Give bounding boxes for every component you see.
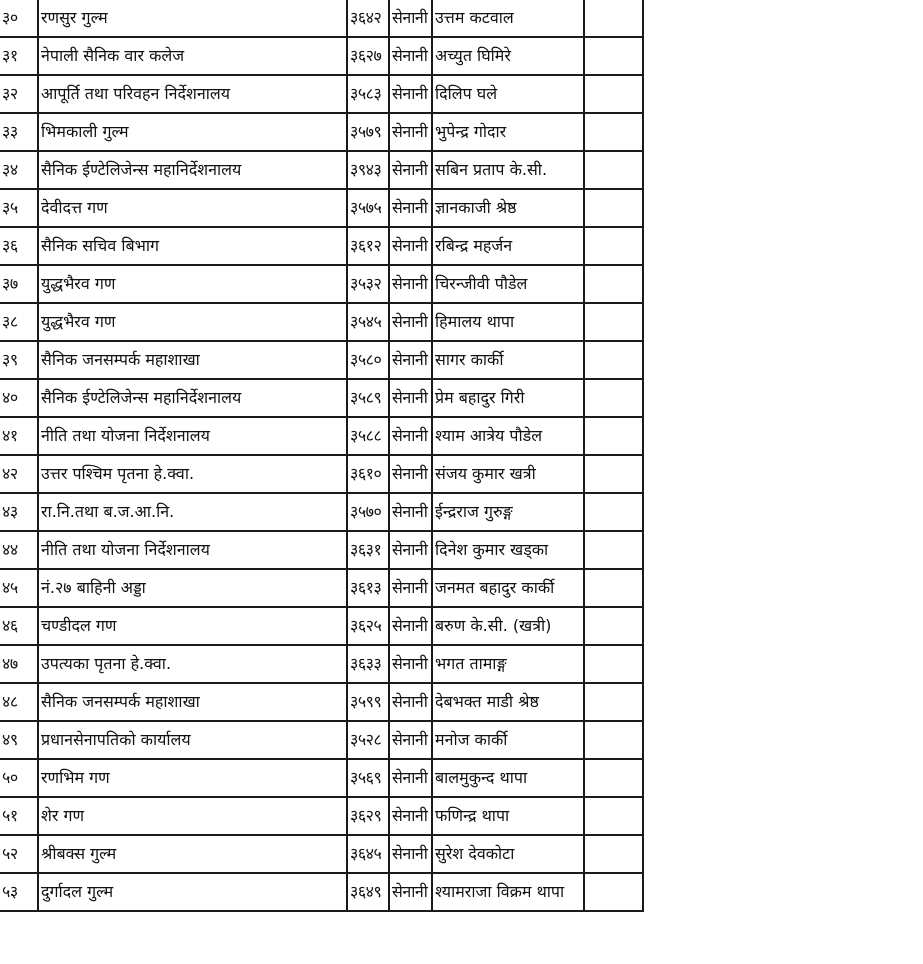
table-row bbox=[0, 721, 643, 759]
table-row bbox=[0, 493, 643, 531]
table-row bbox=[0, 607, 643, 645]
serial-number-cell: ३६ bbox=[0, 227, 38, 265]
serial-number-cell: ४९ bbox=[0, 721, 38, 759]
officer-name-cell: बालमुकुन्द थापा bbox=[432, 759, 584, 797]
officer-name-cell: मनोज कार्की bbox=[432, 721, 584, 759]
remarks-cell bbox=[584, 569, 643, 607]
serial-number-cell: ४८ bbox=[0, 683, 38, 721]
unit-cell: सैनिक जनसम्पर्क महाशाखा bbox=[38, 341, 347, 379]
rank-cell: सेनानी bbox=[389, 417, 432, 455]
unit-cell: युद्धभैरव गण bbox=[38, 265, 347, 303]
officer-name-cell: दिलिप घले bbox=[432, 75, 584, 113]
serial-number-cell: ३० bbox=[0, 0, 38, 37]
remarks-cell bbox=[584, 683, 643, 721]
unit-cell: शेर गण bbox=[38, 797, 347, 835]
personal-number-cell: ३५७० bbox=[347, 493, 389, 531]
rank-cell: सेनानी bbox=[389, 75, 432, 113]
rank-cell: सेनानी bbox=[389, 607, 432, 645]
personal-number-cell: ३५८३ bbox=[347, 75, 389, 113]
personal-number-cell: ३६२५ bbox=[347, 607, 389, 645]
personal-number-cell: ३५७५ bbox=[347, 189, 389, 227]
table-row bbox=[0, 835, 643, 873]
table-row bbox=[0, 341, 643, 379]
personal-number-cell: ३५३२ bbox=[347, 265, 389, 303]
remarks-cell bbox=[584, 607, 643, 645]
rank-cell: सेनानी bbox=[389, 265, 432, 303]
serial-number-cell: ५० bbox=[0, 759, 38, 797]
table-row bbox=[0, 797, 643, 835]
personal-number-cell: ३५४५ bbox=[347, 303, 389, 341]
personal-number-cell: ३६४९ bbox=[347, 873, 389, 911]
unit-cell: देवीदत्त गण bbox=[38, 189, 347, 227]
personal-number-cell: ३५८९ bbox=[347, 379, 389, 417]
table-row bbox=[0, 189, 643, 227]
officer-name-cell: जनमत बहादुर कार्की bbox=[432, 569, 584, 607]
serial-number-cell: ३४ bbox=[0, 151, 38, 189]
personal-number-cell: ३५६९ bbox=[347, 759, 389, 797]
remarks-cell bbox=[584, 303, 643, 341]
table-row bbox=[0, 75, 643, 113]
remarks-cell bbox=[584, 835, 643, 873]
remarks-cell bbox=[584, 531, 643, 569]
serial-number-cell: ३५ bbox=[0, 189, 38, 227]
rank-cell: सेनानी bbox=[389, 683, 432, 721]
serial-number-cell: ५३ bbox=[0, 873, 38, 911]
rank-cell: सेनानी bbox=[389, 721, 432, 759]
remarks-cell bbox=[584, 797, 643, 835]
personal-number-cell: ३५८८ bbox=[347, 417, 389, 455]
unit-cell: उपत्यका पृतना हे.क्वा. bbox=[38, 645, 347, 683]
table-row bbox=[0, 683, 643, 721]
rank-cell: सेनानी bbox=[389, 227, 432, 265]
rank-cell: सेनानी bbox=[389, 151, 432, 189]
officer-name-cell: दिनेश कुमार खड्का bbox=[432, 531, 584, 569]
remarks-cell bbox=[584, 873, 643, 911]
serial-number-cell: ३८ bbox=[0, 303, 38, 341]
remarks-cell bbox=[584, 455, 643, 493]
remarks-cell bbox=[584, 721, 643, 759]
table-row bbox=[0, 0, 643, 37]
rank-cell: सेनानी bbox=[389, 759, 432, 797]
unit-cell: रणसुर गुल्म bbox=[38, 0, 347, 37]
personal-number-cell: ३९४३ bbox=[347, 151, 389, 189]
officer-name-cell: सबिन प्रताप के.सी. bbox=[432, 151, 584, 189]
table-row bbox=[0, 379, 643, 417]
serial-number-cell: ३२ bbox=[0, 75, 38, 113]
rank-cell: सेनानी bbox=[389, 37, 432, 75]
rank-cell: सेनानी bbox=[389, 303, 432, 341]
officer-name-cell: संजय कुमार खत्री bbox=[432, 455, 584, 493]
rank-cell: सेनानी bbox=[389, 569, 432, 607]
unit-cell: युद्धभैरव गण bbox=[38, 303, 347, 341]
personal-number-cell: ३५९९ bbox=[347, 683, 389, 721]
rank-cell: सेनानी bbox=[389, 189, 432, 227]
personal-number-cell: ३६४२ bbox=[347, 0, 389, 37]
serial-number-cell: ४७ bbox=[0, 645, 38, 683]
remarks-cell bbox=[584, 493, 643, 531]
table-row bbox=[0, 265, 643, 303]
personal-number-cell: ३६१३ bbox=[347, 569, 389, 607]
remarks-cell bbox=[584, 379, 643, 417]
rank-cell: सेनानी bbox=[389, 0, 432, 37]
serial-number-cell: ४४ bbox=[0, 531, 38, 569]
officer-name-cell: ज्ञानकाजी श्रेष्ठ bbox=[432, 189, 584, 227]
serial-number-cell: ३९ bbox=[0, 341, 38, 379]
unit-cell: नीति तथा योजना निर्देशनालय bbox=[38, 531, 347, 569]
serial-number-cell: ३३ bbox=[0, 113, 38, 151]
serial-number-cell: ४६ bbox=[0, 607, 38, 645]
rank-cell: सेनानी bbox=[389, 835, 432, 873]
table-row bbox=[0, 531, 643, 569]
personal-number-cell: ३५८० bbox=[347, 341, 389, 379]
rank-cell: सेनानी bbox=[389, 797, 432, 835]
personal-number-cell: ३६२९ bbox=[347, 797, 389, 835]
personal-number-cell: ३५७९ bbox=[347, 113, 389, 151]
remarks-cell bbox=[584, 0, 643, 37]
unit-cell: रा.नि.तथा ब.ज.आ.नि. bbox=[38, 493, 347, 531]
table-row bbox=[0, 151, 643, 189]
officer-name-cell: देबभक्त माडी श्रेष्ठ bbox=[432, 683, 584, 721]
remarks-cell bbox=[584, 75, 643, 113]
table-row bbox=[0, 113, 643, 151]
remarks-cell bbox=[584, 113, 643, 151]
officer-name-cell: रबिन्द्र महर्जन bbox=[432, 227, 584, 265]
serial-number-cell: ४२ bbox=[0, 455, 38, 493]
table-row bbox=[0, 455, 643, 493]
unit-cell: नं.२७ बाहिनी अड्डा bbox=[38, 569, 347, 607]
rank-cell: सेनानी bbox=[389, 341, 432, 379]
unit-cell: उत्तर पश्चिम पृतना हे.क्वा. bbox=[38, 455, 347, 493]
serial-number-cell: ३७ bbox=[0, 265, 38, 303]
table-row bbox=[0, 417, 643, 455]
rank-cell: सेनानी bbox=[389, 873, 432, 911]
table-row bbox=[0, 569, 643, 607]
personal-number-cell: ३६२७ bbox=[347, 37, 389, 75]
remarks-cell bbox=[584, 645, 643, 683]
table-row bbox=[0, 759, 643, 797]
unit-cell: दुर्गादल गुल्म bbox=[38, 873, 347, 911]
officer-name-cell: बरुण के.सी. (खत्री) bbox=[432, 607, 584, 645]
personal-number-cell: ३६३१ bbox=[347, 531, 389, 569]
remarks-cell bbox=[584, 341, 643, 379]
remarks-cell bbox=[584, 227, 643, 265]
rank-cell: सेनानी bbox=[389, 493, 432, 531]
table-row bbox=[0, 303, 643, 341]
unit-cell: सैनिक सचिव बिभाग bbox=[38, 227, 347, 265]
unit-cell: आपूर्ति तथा परिवहन निर्देशनालय bbox=[38, 75, 347, 113]
unit-cell: सैनिक ईण्टेलिजेन्स महानिर्देशनालय bbox=[38, 151, 347, 189]
officer-name-cell: उत्तम कटवाल bbox=[432, 0, 584, 37]
unit-cell: भिमकाली गुल्म bbox=[38, 113, 347, 151]
remarks-cell bbox=[584, 265, 643, 303]
serial-number-cell: ३१ bbox=[0, 37, 38, 75]
personal-number-cell: ३६१२ bbox=[347, 227, 389, 265]
remarks-cell bbox=[584, 151, 643, 189]
unit-cell: सैनिक जनसम्पर्क महाशाखा bbox=[38, 683, 347, 721]
personal-number-cell: ३६३३ bbox=[347, 645, 389, 683]
serial-number-cell: ५१ bbox=[0, 797, 38, 835]
serial-number-cell: ४५ bbox=[0, 569, 38, 607]
personal-number-cell: ३६१० bbox=[347, 455, 389, 493]
officer-name-cell: श्यामराजा विक्रम थापा bbox=[432, 873, 584, 911]
officer-name-cell: ईन्द्रराज गुरुङ्ग bbox=[432, 493, 584, 531]
table-row bbox=[0, 37, 643, 75]
rank-cell: सेनानी bbox=[389, 113, 432, 151]
officer-name-cell: प्रेम बहादुर गिरी bbox=[432, 379, 584, 417]
unit-cell: श्रीबक्स गुल्म bbox=[38, 835, 347, 873]
remarks-cell bbox=[584, 759, 643, 797]
rank-cell: सेनानी bbox=[389, 531, 432, 569]
personal-number-cell: ३५२८ bbox=[347, 721, 389, 759]
officer-name-cell: सागर कार्की bbox=[432, 341, 584, 379]
unit-cell: रणभिम गण bbox=[38, 759, 347, 797]
rank-cell: सेनानी bbox=[389, 645, 432, 683]
serial-number-cell: ४१ bbox=[0, 417, 38, 455]
officer-name-cell: सुरेश देवकोटा bbox=[432, 835, 584, 873]
remarks-cell bbox=[584, 189, 643, 227]
remarks-cell bbox=[584, 417, 643, 455]
serial-number-cell: ४० bbox=[0, 379, 38, 417]
officer-name-cell: भुपेन्द्र गोदार bbox=[432, 113, 584, 151]
personal-number-cell: ३६४५ bbox=[347, 835, 389, 873]
table-row bbox=[0, 227, 643, 265]
officer-name-cell: श्याम आत्रेय पौडेल bbox=[432, 417, 584, 455]
officer-name-cell: अच्युत घिमिरे bbox=[432, 37, 584, 75]
unit-cell: नीति तथा योजना निर्देशनालय bbox=[38, 417, 347, 455]
table-row bbox=[0, 645, 643, 683]
unit-cell: नेपाली सैनिक वार कलेज bbox=[38, 37, 347, 75]
remarks-cell bbox=[584, 37, 643, 75]
unit-cell: सैनिक ईण्टेलिजेन्स महानिर्देशनालय bbox=[38, 379, 347, 417]
officer-name-cell: भगत तामाङ्ग bbox=[432, 645, 584, 683]
unit-cell: चण्डीदल गण bbox=[38, 607, 347, 645]
rank-cell: सेनानी bbox=[389, 455, 432, 493]
officer-name-cell: हिमालय थापा bbox=[432, 303, 584, 341]
officer-name-cell: चिरन्जीवी पौडेल bbox=[432, 265, 584, 303]
serial-number-cell: ४३ bbox=[0, 493, 38, 531]
unit-cell: प्रधानसेनापतिको कार्यालय bbox=[38, 721, 347, 759]
serial-number-cell: ५२ bbox=[0, 835, 38, 873]
rank-cell: सेनानी bbox=[389, 379, 432, 417]
officer-name-cell: फणिन्द्र थापा bbox=[432, 797, 584, 835]
table-row bbox=[0, 873, 643, 911]
